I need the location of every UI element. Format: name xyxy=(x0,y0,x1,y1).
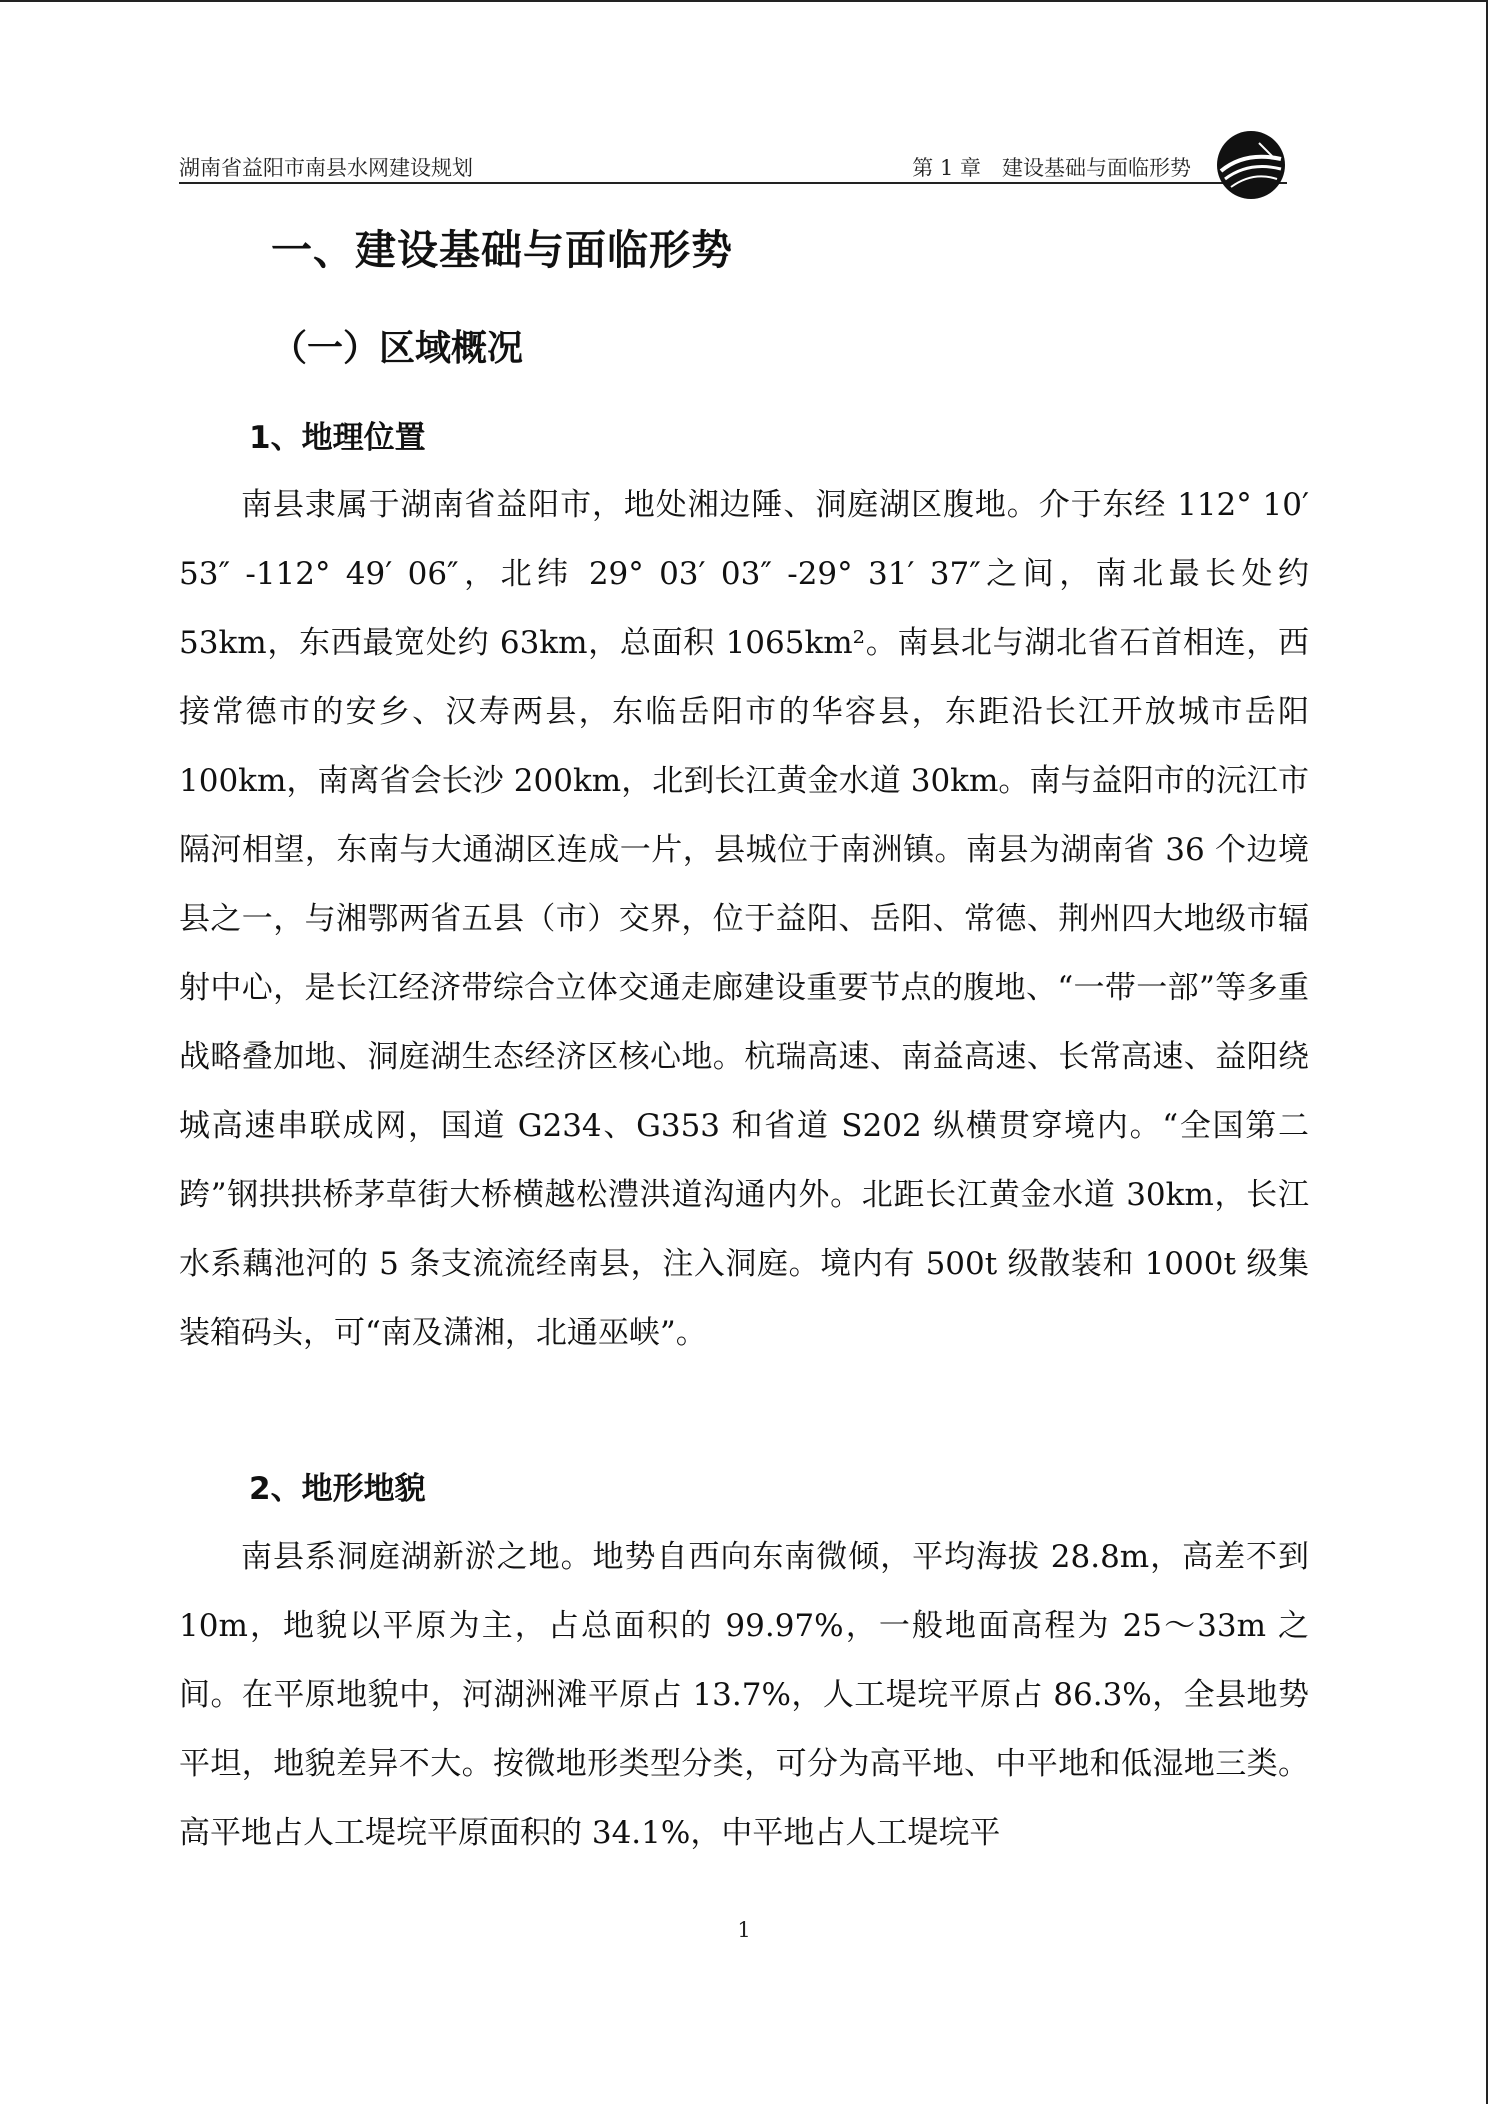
heading-geographic-location: 1、地理位置 xyxy=(249,420,426,456)
paragraph-terrain: 南县系洞庭湖新淤之地。地势自西向东南微倾，平均海拔 28.8m，高差不到 10m，地貌以平原为主，占总面积的 99.97%，一般地面高程为 25～33m 之间。在平原地貌中，河湖洲滩平原占 13.7%，人工堤垸平原占 86.3%，全县地势平坦，地貌差异不大。按微地形类型分类，可分为高平地、中平地和低湿地三类。高平地占人工堤垸平原面积的 34.1%，中平地占人工堤垸平 xyxy=(179,1539,1309,1851)
section-title: 一、建设基础与面临形势 xyxy=(271,226,733,274)
header-chapter-title: 第 1 章 建设基础与面临形势 xyxy=(912,156,1191,180)
page-header xyxy=(179,142,1287,184)
subsection-title: （一）区域概况 xyxy=(271,328,524,369)
header-document-title: 湖南省益阳市南县水网建设规划 xyxy=(179,156,473,180)
paragraph-geographic-location: 南县隶属于湖南省益阳市，地处湘边陲、洞庭湖区腹地。介于东经 112° 10′ 53″ -112° 49′ 06″，北纬 29° 03′ 03″ -29° 31′ 37″之间，南北最长处约 53km，东西最宽处约 63km，总面积 1065km²。南县北与湖北省石首相连，西接常德市的安乡、汉寿两县，东临岳阳市的华容县，东距沿长江开放城市岳阳 100km，南离省会长沙 200km，北到长江黄金水道 30km。南与益阳市的沅江市隔河相望，东南与大通湖区连成一片，县城位于南洲镇。南县为湖南省 36 个边境县之一，与湘鄂两省五县（市）交界，位于益阳、岳阳、常德、荆州四大地级市辐射中心，是长江经济带综合立体交通走廊建设重要节点的腹地、“一带一部”等多重战略叠加地、洞庭湖生态经济区核心地。杭瑞高速、南益高速、长常高速、益阳绕城高速串联成网，国道 G234、G353 和省道 S202 纵横贯穿境内。“全国第二跨”钢拱拱桥茅草街大桥横越松澧洪道沟通内外。北距长江黄金水道 30km，长江水系藕池河的 5 条支流流经南县，注入洞庭。境内有 500t 级散装和 1000t 级集装箱码头，可“南及潇湘，北通巫峡”。 xyxy=(179,487,1309,1351)
heading-terrain: 2、地形地貌 xyxy=(249,1471,426,1507)
logo-icon xyxy=(1215,129,1287,201)
page-number: 1 xyxy=(737,1918,751,1942)
